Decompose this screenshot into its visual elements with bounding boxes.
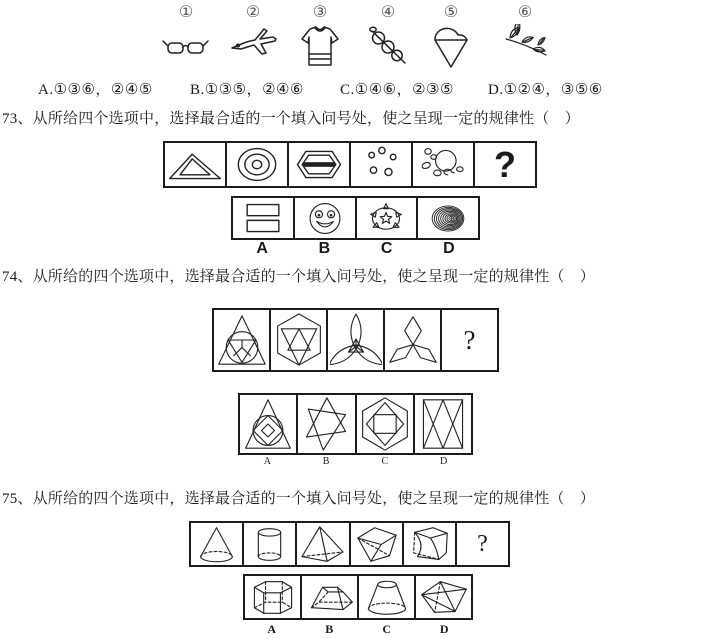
three-diamonds-icon bbox=[385, 310, 442, 370]
q73-label-a: A bbox=[256, 240, 268, 257]
item-number-6: ⑥ bbox=[517, 4, 533, 21]
triangle-circle-icon bbox=[214, 310, 271, 370]
set-square-icon bbox=[165, 143, 227, 186]
q75-answer-row bbox=[243, 574, 473, 620]
q74-label-c: C bbox=[381, 456, 389, 467]
spiral-icon bbox=[418, 198, 478, 238]
cell-cluster-icon bbox=[413, 143, 475, 186]
cylinder-icon bbox=[244, 523, 297, 565]
branch-icon bbox=[501, 24, 549, 68]
option-c: C.①④⑥，②③⑤ bbox=[340, 82, 454, 98]
hex-prism-icon bbox=[245, 576, 302, 618]
item-number-1: ① bbox=[178, 4, 194, 21]
q73-sequence-row bbox=[163, 141, 537, 188]
hexagon-diamond-icon bbox=[357, 395, 415, 453]
smiley-icon bbox=[295, 198, 357, 238]
q75-sequence-row bbox=[189, 521, 510, 567]
option-a: A.①③⑥，②④⑤ bbox=[38, 82, 153, 98]
pyramid-icon bbox=[297, 523, 350, 565]
item-number-5: ⑤ bbox=[443, 4, 459, 21]
option-b: B.①③⑤，②④⑥ bbox=[190, 82, 304, 98]
pentahedron-icon bbox=[351, 523, 404, 565]
q73-answer-labels bbox=[231, 240, 480, 258]
q75-label-c: C bbox=[382, 622, 392, 636]
tshirt-icon bbox=[296, 24, 344, 68]
item-number-4: ④ bbox=[380, 4, 396, 21]
q74-answer-labels bbox=[238, 456, 473, 467]
option-d: D.①②④，③⑤⑥ bbox=[488, 82, 603, 98]
question-mark bbox=[457, 523, 508, 565]
q73-question-mark: ? bbox=[494, 143, 516, 185]
item-number-3: ③ bbox=[312, 4, 328, 21]
hex-nut-icon bbox=[289, 143, 351, 186]
q73-label-b: B bbox=[318, 240, 331, 257]
irregular-polyhedron-icon bbox=[416, 576, 471, 618]
question-mark bbox=[475, 143, 535, 186]
question-mark bbox=[442, 310, 497, 370]
glasses-icon bbox=[162, 24, 210, 68]
curved-cube-icon bbox=[404, 523, 457, 565]
triangle-circle-diamond-icon bbox=[240, 395, 298, 453]
q75-answer-labels bbox=[243, 622, 473, 637]
q75-label-b: B bbox=[325, 622, 334, 636]
double-x-rect-icon bbox=[415, 395, 471, 453]
star-badge-icon bbox=[357, 198, 419, 238]
item-number-2: ② bbox=[245, 4, 261, 21]
airplane-icon bbox=[229, 24, 277, 68]
cone-icon bbox=[191, 523, 244, 565]
double-bars-icon bbox=[233, 198, 295, 238]
pyramid-frustum-icon bbox=[302, 576, 359, 618]
scattered-dots-icon bbox=[351, 143, 413, 186]
cone-frustum-icon bbox=[359, 576, 416, 618]
question-74-text: 74、从所给的四个选项中，选择最合适的一个填入问号处，使之呈现一定的规律性（ ） bbox=[2, 269, 596, 285]
q75-label-d: D bbox=[439, 622, 449, 636]
question-73-text: 73、从所给四个选项中，选择最合适的一个填入问号处，使之呈现一定的规律性（ ） bbox=[2, 111, 580, 127]
q74-label-d: D bbox=[440, 456, 448, 467]
question-75-text: 75、从所给的四个选项中，选择最合适的一个填入问号处，使之呈现一定的规律性（ ） bbox=[2, 491, 596, 507]
six-point-star-icon bbox=[298, 395, 356, 453]
q74-answer-row bbox=[238, 393, 473, 455]
q74-question-mark: ? bbox=[463, 324, 476, 355]
q73-label-c: C bbox=[380, 240, 393, 257]
q74-label-b: B bbox=[322, 456, 330, 467]
ice-cream-icon bbox=[427, 24, 475, 68]
q73-answer-row bbox=[231, 196, 480, 240]
q75-question-mark: ? bbox=[477, 531, 488, 557]
q75-label-a: A bbox=[267, 622, 277, 636]
concentric-circles-icon bbox=[227, 143, 289, 186]
q74-label-a: A bbox=[263, 456, 271, 467]
trefoil-icon bbox=[328, 310, 385, 370]
q73-label-d: D bbox=[443, 240, 455, 257]
q74-sequence-row bbox=[212, 308, 499, 372]
skewer-icon bbox=[364, 24, 412, 68]
hexagon-triangles-icon bbox=[271, 310, 328, 370]
